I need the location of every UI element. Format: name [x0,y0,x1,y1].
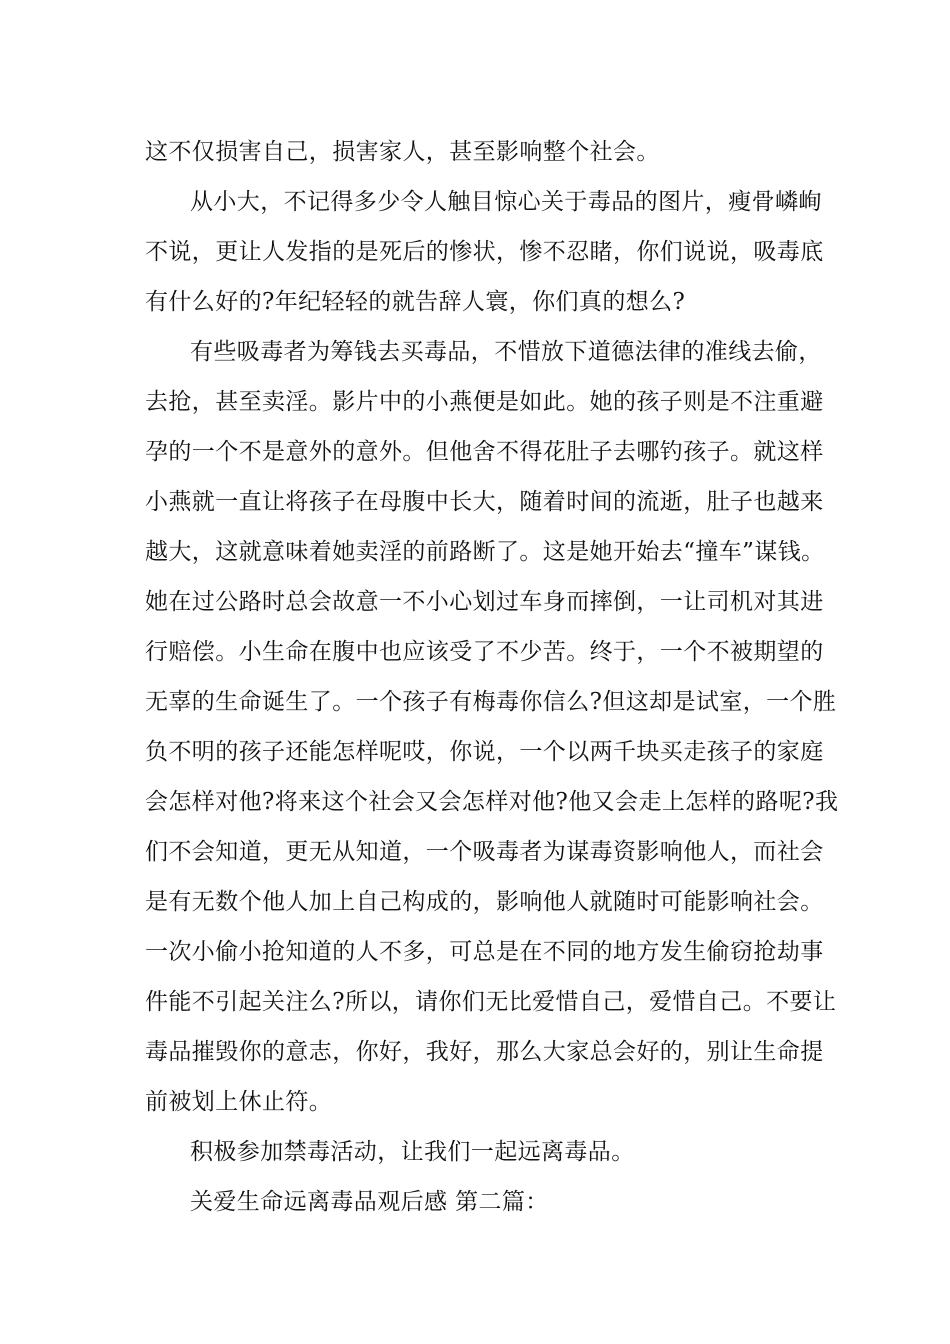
text-line: 小燕就一直让将孩子在母腹中长大，随着时间的流逝，肚子也越来 [145,489,824,515]
text-line: 行赔偿。小生命在腹中也应该受了不少苦。终于，一个不被期望的 [145,639,824,665]
text-line: 前被划上休止符。 [145,1089,333,1115]
section-heading: 关爱生命远离毒品观后感 第二篇： [190,1189,549,1215]
text-line: 是有无数个他人加上自己构成的，影响他人就随时可能影响社会。 [145,889,824,915]
text-line: 会怎样对他?将来这个社会又会怎样对他?他又会走上怎样的路呢?我 [145,789,839,815]
text-line: 从小大，不记得多少令人触目惊心关于毒品的图片，瘦骨嶙峋 [190,189,822,215]
text-line: 积极参加禁毒活动，让我们一起远离毒品。 [190,1139,635,1165]
text-line: 去抢，甚至卖淫。影片中的小燕便是如此。她的孩子则是不注重避 [145,389,824,415]
text-line: 不说，更让人发指的是死后的惨状，惨不忍睹，你们说说，吸毒底 [145,239,824,265]
text-line: 们不会知道，更无从知道，一个吸毒者为谋毒资影响他人，而社会 [145,839,824,865]
text-line: 她在过公路时总会故意一不小心划过车身而摔倒，一让司机对其进 [145,589,824,615]
text-line: 有什么好的?年纪轻轻的就告辞人寰，你们真的想么? [145,289,686,315]
text-line: 无辜的生命诞生了。一个孩子有梅毒你信么?但这却是试室，一个胜 [145,689,837,715]
text-line: 孕的一个不是意外的意外。但他舍不得花肚子去哪钓孩子。就这样 [145,439,824,465]
text-line: 这不仅损害自己，损害家人，甚至影响整个社会。 [145,139,660,165]
text-line: 有些吸毒者为筹钱去买毒品，不惜放下道德法律的准线去偷， [190,339,822,365]
text-line: 越大，这就意味着她卖淫的前路断了。这是她开始去“撞车”谋钱。 [145,539,825,565]
text-line: 件能不引起关注么?所以，请你们无比爱惜自己，爱惜自己。不要让 [145,989,837,1015]
text-line: 一次小偷小抢知道的人不多，可总是在不同的地方发生偷窃抢劫事 [145,939,824,965]
text-line: 负不明的孩子还能怎样呢哎，你说，一个以两千块买走孩子的家庭 [145,739,824,765]
text-line: 毒品摧毁你的意志，你好，我好，那么大家总会好的，别让生命提 [145,1039,824,1065]
